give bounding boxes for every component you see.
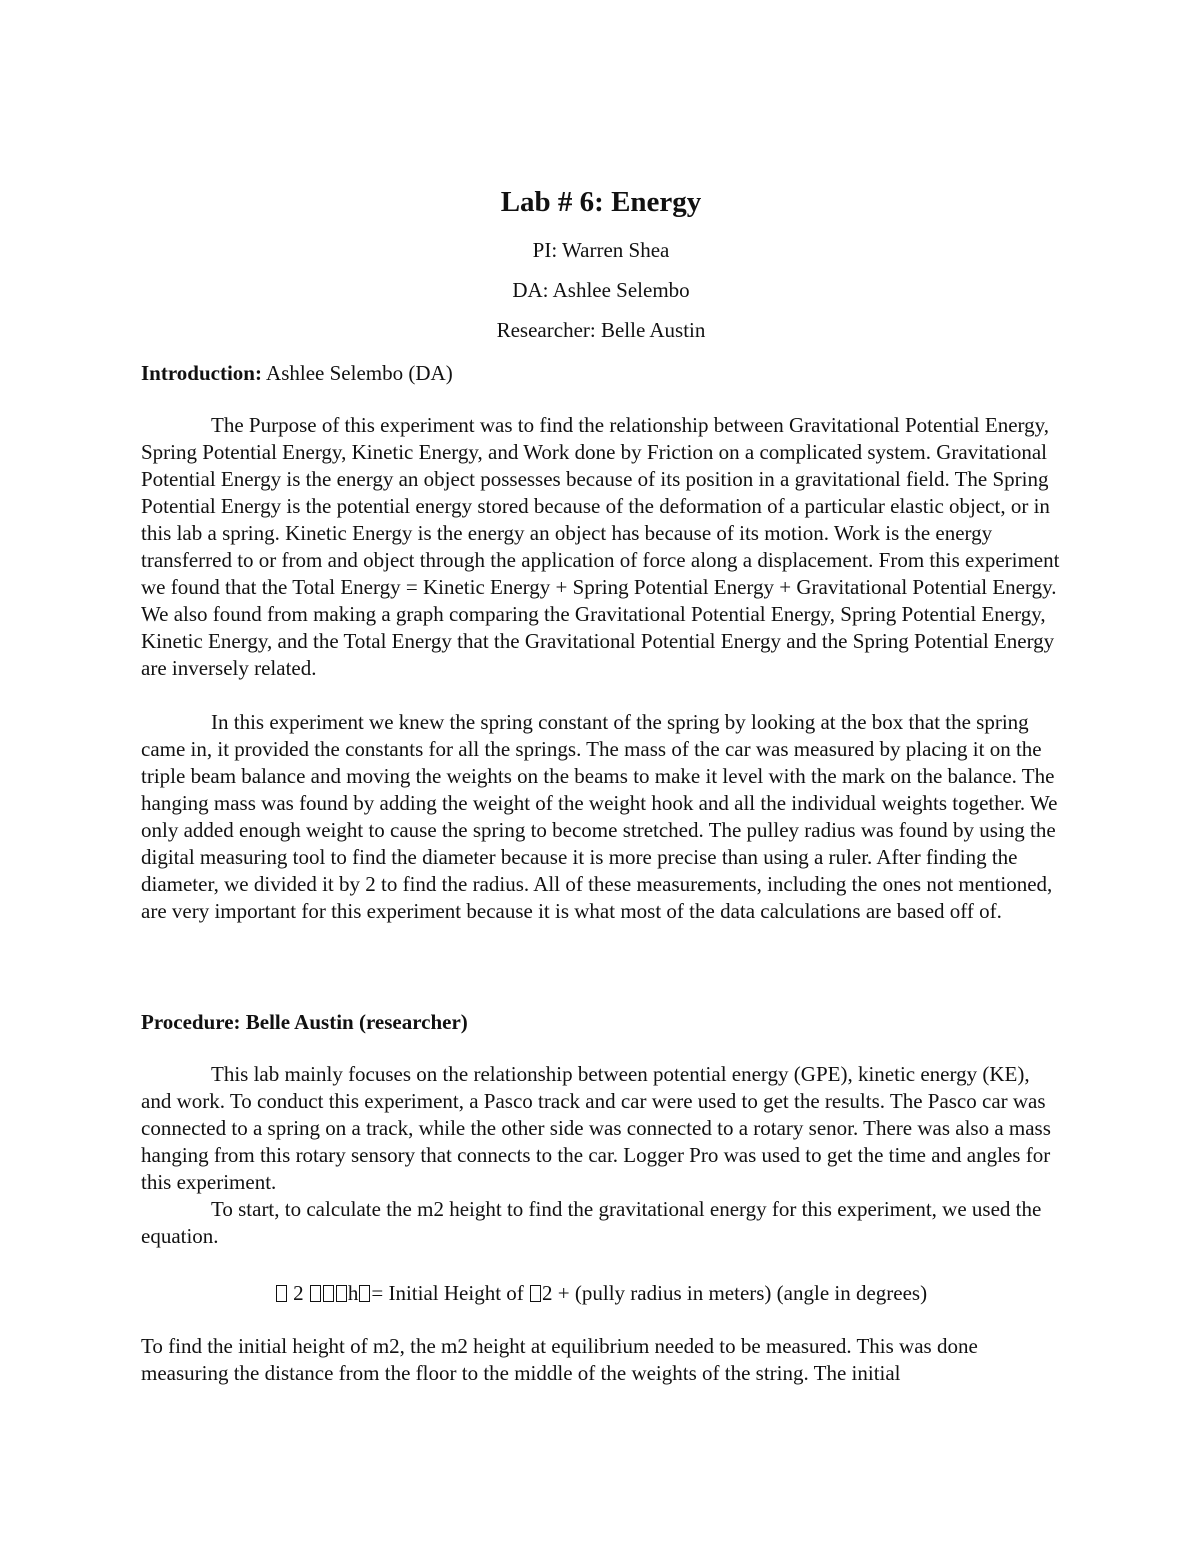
introduction-paragraph-1: The Purpose of this experiment was to find the relationship between Gravitational Potential Energy, Spring Potential Energy, Kinetic Energy, and Work done by Friction on a complicated system. Gravitational Potential Energy is the energy an object possesses because of its position in a gravitational field. The Spring Potential Energy is the potential energy stored because of the deformation of a particular elastic object, or in this lab a spring. Kinetic Energy is the energy an object has because of its motion. Work is the energy transferred to or from and object through the application of force along a displacement. From this experiment we found that the Total Energy = Kinetic Energy + Spring Potential Energy + Gravitational Potential Energy. We also found from making a graph comparing the Gravitational Potential Energy, Spring Potential Energy, Kinetic Energy, and the Total Energy that the Gravitational Potential Energy and the Spring Potential Energy are inversely related. (141, 413, 1060, 680)
equation-part-4: 2 + (pully radius in meters) (angle in degrees) (542, 1281, 928, 1305)
equation-part-1: 2 (293, 1281, 309, 1305)
missing-glyph-icon (336, 1285, 347, 1302)
procedure-heading-text: Procedure: Belle Austin (researcher) (141, 1010, 468, 1034)
da-line: DA: Ashlee Selembo (512, 278, 690, 302)
missing-glyph-icon (310, 1285, 321, 1302)
height-equation (141, 1279, 1061, 1307)
equation-part-3: = Initial Height of (371, 1281, 530, 1305)
procedure-paragraph-2: To start, to calculate the m2 height to find the gravitational energy for this experiment, we used the equation. (141, 1197, 1042, 1248)
pi-line: PI: Warren Shea (532, 238, 670, 262)
equation-part-2: h (347, 1281, 359, 1305)
researcher-line: Researcher: Belle Austin (496, 318, 706, 342)
procedure-paragraph-3: To find the initial height of m2, the m2 height at equilibrium needed to be measured. This was done measuring the distance from the floor to the middle of the weights of the string. The initial (141, 1334, 978, 1385)
introduction-paragraph-2: In this experiment we knew the spring constant of the spring by looking at the box that the spring came in, it provided the constants for all the springs. The mass of the car was measured by placing it on the triple beam balance and moving the weights on the beams to make it level with the mark on the balance. The hanging mass was found by adding the weight of the weight hook and all the individual weights together. We only added enough weight to cause the spring to become stretched. The pulley radius was found by using the digital measuring tool to find the diameter because it is more precise than using a ruler. After finding the diameter, we divided it by 2 to find the radius. All of these measurements, including the ones not mentioned, are very important for this experiment because it is what most of the data calculations are based off of. (141, 710, 1058, 923)
procedure-paragraph-1: This lab mainly focuses on the relationship between potential energy (GPE), kinetic energy (KE), and work. To conduct this experiment, a Pasco track and car were used to get the results. The Pasco car was connected to a spring on a track, while the other side was connected to a rotary senor. There was also a mass hanging from this rotary sensory that connects to the car. Logger Pro was used to get the time and angles for this experiment. (141, 1062, 1051, 1194)
document-title: Lab # 6: Energy (500, 186, 702, 218)
missing-glyph-icon (359, 1285, 370, 1302)
introduction-label: Introduction: (141, 361, 262, 385)
missing-glyph-icon (323, 1285, 334, 1302)
introduction-heading (141, 359, 1061, 387)
procedure-heading (141, 1008, 1061, 1036)
introduction-author: Ashlee Selembo (DA) (261, 361, 453, 385)
missing-glyph-icon (276, 1285, 287, 1302)
missing-glyph-icon (530, 1285, 541, 1302)
